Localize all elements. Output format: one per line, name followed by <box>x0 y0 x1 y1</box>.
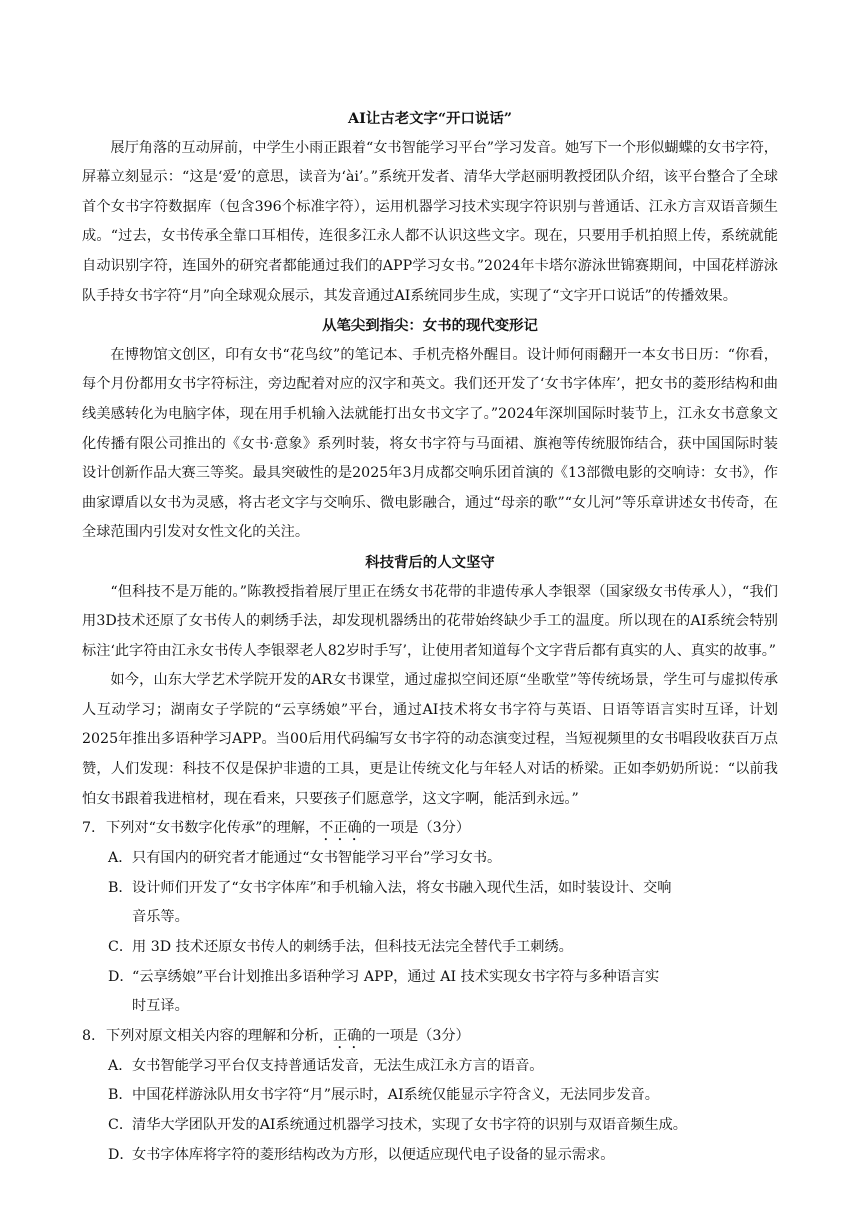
stem-part: 的一项是（3分） <box>361 1027 470 1044</box>
question-stem <box>82 814 778 844</box>
stem-part: 下列对原文相关内容的理解和分析， <box>106 1027 334 1044</box>
option-text: 设计师们开发了“女书字体库”和手机输入法，将女书融入现代生活，如时装设计、交响音乐等。 <box>132 879 672 926</box>
option-letter: B． <box>108 879 133 896</box>
option-text: 只有国内的研究者才能通过“女书智能学习平台”学习女书。 <box>132 850 502 867</box>
question-text <box>106 814 470 844</box>
section-title-humanity: 科技背后的人文坚守 <box>365 553 495 571</box>
option-b <box>82 874 778 933</box>
question-number: 7. <box>82 820 96 837</box>
option-a <box>82 1052 778 1082</box>
option-text: 用 3D 技术还原女书传人的刺绣手法，但科技无法完全替代手工刺绣。 <box>132 939 573 956</box>
option-letter: A． <box>108 1057 133 1074</box>
option-d <box>82 1141 778 1171</box>
stem-part: 的一项是（3分） <box>361 820 471 837</box>
question-8 <box>82 1022 778 1170</box>
stem-emphasis: 正确 <box>333 1027 362 1044</box>
option-letter: D． <box>108 1146 134 1163</box>
stem-emphasis: 不正确 <box>319 820 362 837</box>
paragraph: “但科技不是万能的。”陈教授指着展厅里正在绣女书花带的非遗传承人李银翠（国家级女书传承人），“我们用3D技术还原了女书传人的刺绣手法，却发现机器绣出的花带始终缺少手工的温度。所以现在的AI系统会特别标注‘此字符由江永女书传人李银翠老人82岁时手写’，让使用者知道每个文字背后都有真实的人、真实的故事。” <box>82 583 778 659</box>
paragraph: 在博物馆文创区，印有女书“花鸟纹”的笔记本、手机壳格外醒目。设计师何雨翻开一本女书日历：“你看，每个月份都用女书字符标注，旁边配着对应的汉字和英文。我们还开发了‘女书字体库’，把女书的菱形结构和曲线美感转化为电脑字体，现在用手机输入法就能打出女书文字了。”2024年深圳国际时装节上，江永女书意象文化传播有限公司推出的《女书·意象》系列时装，将女书字符与马面裙、旗袍等传统服饰结合，获中国国际时装设计创新作品大赛三等奖。最具突破性的是2025年3月成都交响乐团首演的《13部微电影的交响诗：女书》，作曲家谭盾以女书为灵感，将古老文字与交响乐、微电影融合，通过“母亲的歌”“女儿河”等乐章讲述女书传奇，在全球范围内引发对女性文化的关注。 <box>82 346 778 541</box>
question-number: 8. <box>82 1027 96 1044</box>
option-text: 清华大学团队开发的AI系统通过机器学习技术，实现了女书字符的识别与双语音频生成。 <box>132 1117 687 1133</box>
option-b <box>82 1081 778 1111</box>
option-text: 女书智能学习平台仅支持普通话发音，无法生成江永方言的语音。 <box>132 1057 544 1074</box>
option-letter: C． <box>108 939 134 956</box>
option-letter: A． <box>108 850 133 867</box>
question-7 <box>82 814 778 1022</box>
section-title-modern: 从笔尖到指尖：女书的现代变形记 <box>322 317 538 335</box>
option-text: 中国花样游泳队用女书字符“月”展示时，AI系统仅能显示字符含义，无法同步发音。 <box>132 1087 659 1104</box>
paragraph: 展厅角落的互动屏前，中学生小雨正跟着“女书智能学习平台”学习发音。她写下一个形似蝴蝶的女书字符，屏幕立刻显示：“这是‘爱’的意思，读音为‘ài’。”系统开发者、清华大学赵丽明教授团队介绍，该平台整合了全球首个女书字符数据库（包含396个标准字符），运用机器学习技术实现字符识别与普通话、江永方言双语音频生成。“过去，女书传承全靠口耳相传，连很多江永人都不认识这些文字。现在，只要用手机拍照上传，系统就能自动识别字符，连国外的研究者都能通过我们的APP学习女书。”2024年卡塔尔游泳世锦赛期间，中国花样游泳队手持女书字符“月”向全球观众展示，其发音通过AI系统同步生成，实现了“文字开口说话”的传播效果。 <box>82 139 778 304</box>
option-text: “云享绣娘”平台计划推出多语种学习 APP，通过 AI 技术实现女书字符与多种语言实时互译。 <box>132 968 660 1015</box>
question-stem <box>82 1022 778 1052</box>
document-page <box>82 104 778 1170</box>
section-title-ai: AI让古老文字“开口说话” <box>348 110 512 127</box>
stem-part: 下列对“女书数字化传承”的理解， <box>106 820 320 837</box>
option-letter: B． <box>108 1087 133 1104</box>
option-c <box>82 1111 778 1141</box>
option-letter: D． <box>108 968 134 985</box>
option-letter: C． <box>108 1117 134 1133</box>
option-c <box>82 933 778 963</box>
paragraph: 如今，山东大学艺术学院开发的AR女书课堂，通过虚拟空间还原“坐歌堂”等传统场景，学生可与虚拟传承人互动学习；湖南女子学院的“云享绣娘”平台，通过AI技术将女书字符与英语、日语等语言实时互译，计划2025年推出多语种学习APP。当00后用代码编写女书字符的动态演变过程，当短视频里的女书唱段收获百万点赞，人们发现：科技不仅是保护非遗的工具，更是让传统文化与年轻人对话的桥梁。正如李奶奶所说：“以前我怕女书跟着我进棺材，现在看来，只要孩子们愿意学，这文字啊，能活到永远。” <box>82 672 778 807</box>
question-text <box>106 1022 470 1052</box>
option-d <box>82 963 778 1022</box>
option-a <box>82 844 778 874</box>
option-text: 女书字体库将字符的菱形结构改为方形，以便适应现代电子设备的显示需求。 <box>132 1146 615 1163</box>
